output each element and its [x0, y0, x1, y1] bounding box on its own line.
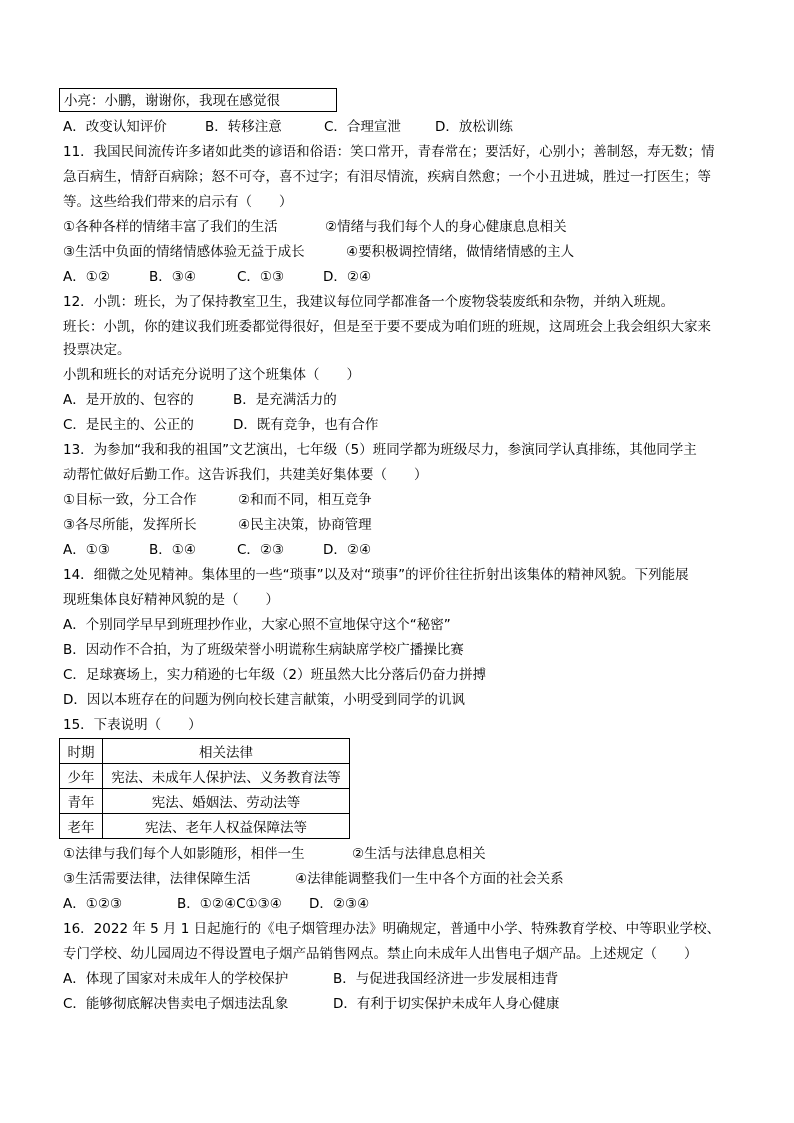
q13-item-2: ②和而不同，相互竞争: [238, 492, 372, 508]
option-a[interactable]: A．①③: [63, 542, 110, 558]
option-a[interactable]: A．改变认知评价: [63, 119, 167, 135]
q11-item-1: ①各种各样的情绪丰富了我们的生活: [63, 219, 278, 235]
dialogue-box: [59, 88, 337, 112]
option-b[interactable]: B．与促进我国经济进一步发展相违背: [333, 971, 559, 987]
table-row: [60, 789, 350, 814]
option-a[interactable]: A．体现了国家对未成年人的学校保护: [63, 971, 289, 987]
q12-stem-line-4: 小凯和班长的对话充分说明了这个班集体（ ）: [63, 367, 360, 383]
option-c[interactable]: C．②③: [237, 542, 285, 558]
q11-item-4: ④要积极调控情绪，做情绪情感的主人: [346, 244, 575, 260]
option-b[interactable]: B．转移注意: [205, 119, 282, 135]
table-cell: 宪法、老年人权益保障法等: [103, 814, 350, 839]
q13-stem-line-1: 13．为参加“我和我的祖国”文艺演出，七年级（5）班同学都为班级尽力，参演同学认真排练，其他同学主: [63, 442, 697, 458]
q15-item-3: ③生活需要法律，法律保障生活: [63, 871, 251, 887]
table-row: [60, 814, 350, 839]
q11-item-3: ③生活中负面的情绪情感体验无益于成长: [63, 244, 305, 260]
table-header-row: [60, 739, 350, 764]
q14-stem-line-2: 现班集体良好精神风貌的是（ ）: [63, 592, 279, 608]
option-c[interactable]: C．能够彻底解决售卖电子烟违法乱象: [63, 996, 289, 1012]
option-c[interactable]: C．①③: [237, 269, 285, 285]
option-d[interactable]: D．②④: [323, 542, 372, 558]
q15-item-2: ②生活与法律息息相关: [352, 846, 486, 862]
option-d[interactable]: D．②③④: [309, 896, 370, 912]
q15-item-1: ①法律与我们每个人如影随形，相伴一生: [63, 846, 305, 862]
table-header-cell: 时期: [60, 739, 103, 764]
q11-stem-line-3: 等。这些给我们带来的启示有（ ）: [63, 194, 293, 210]
q13-item-4: ④民主决策，协商管理: [238, 517, 372, 533]
option-b[interactable]: B．③④: [149, 269, 196, 285]
option-c[interactable]: C．足球赛场上，实力稍逊的七年级（2）班虽然大比分落后仍奋力拼搏: [63, 667, 487, 683]
option-d[interactable]: D．有利于切实保护未成年人身心健康: [333, 996, 560, 1012]
table-header-cell: 相关法律: [103, 739, 350, 764]
table-cell: 老年: [60, 814, 103, 839]
option-c[interactable]: C．合理宣泄: [324, 119, 401, 135]
q15-stem: 15．下表说明（ ）: [63, 717, 202, 733]
q11-stem-line-1: 11．我国民间流传许多诸如此类的谚语和俗语：笑口常开，青春常在；要活好，心别小；善制怒，寿无数；情: [63, 144, 715, 160]
option-a[interactable]: A．是开放的、包容的: [63, 392, 194, 408]
option-b[interactable]: B．因动作不合拍，为了班级荣誉小明谎称生病缺席学校广播操比赛: [63, 642, 464, 658]
option-d[interactable]: D．既有竞争，也有合作: [233, 417, 379, 433]
option-d[interactable]: D．因以本班存在的问题为例向校长建言献策，小明受到同学的讥讽: [63, 692, 465, 708]
q11-stem-line-2: 急百病生，情舒百病除；怒不可夺，喜不过字；有泪尽情流，疾病自然愈；一个小丑进城，胜过一打医生；等: [63, 169, 711, 185]
option-a[interactable]: A．①②③: [63, 896, 123, 912]
q12-stem-line-1: 12．小凯：班长，为了保持教室卫生，我建议每位同学都准备一个废物袋装废纸和杂物，并纳入班规。: [63, 294, 675, 310]
q13-stem-line-2: 动帮忙做好后勤工作。这告诉我们，共建美好集体要（ ）: [63, 467, 428, 483]
q15-item-4: ④法律能调整我们一生中各个方面的社会关系: [295, 871, 564, 887]
table-cell: 宪法、婚姻法、劳动法等: [103, 789, 350, 814]
table-cell: 少年: [60, 764, 103, 789]
q14-stem-line-1: 14．细微之处见精神。集体里的一些“琐事”以及对“琐事”的评价往往折射出该集体的精神风貌。下列能展: [63, 567, 689, 583]
option-c[interactable]: C．是民主的、公正的: [63, 417, 194, 433]
q12-stem-line-3: 投票决定。: [63, 342, 131, 358]
table-cell: 宪法、未成年人保护法、义务教育法等: [103, 764, 350, 789]
option-b[interactable]: B．是充满活力的: [233, 392, 337, 408]
law-table: [59, 738, 350, 839]
q16-stem-line-1: 16．2022 年 5 月 1 日起施行的《电子烟管理办法》明确规定，普通中小学、特殊教育学校、中等职业学校、: [63, 921, 721, 937]
option-d[interactable]: D．②④: [323, 269, 372, 285]
q13-item-1: ①目标一致，分工合作: [63, 492, 197, 508]
option-d[interactable]: D．放松训练: [435, 119, 513, 135]
option-b[interactable]: B．①②④C①③④: [177, 896, 282, 912]
table-row: [60, 764, 350, 789]
table-cell: 青年: [60, 789, 103, 814]
q12-stem-line-2: 班长：小凯，你的建议我们班委都觉得很好，但是至于要不要成为咱们班的班规，这周班会上我会组织大家来: [63, 319, 711, 335]
option-a[interactable]: A．①②: [63, 269, 110, 285]
q16-stem-line-2: 专门学校、幼儿园周边不得设置电子烟产品销售网点。禁止向未成年人出售电子烟产品。上述规定（ ）: [63, 946, 698, 962]
dialogue-text: 小亮：小鹏，谢谢你，我现在感觉很: [64, 93, 280, 109]
q13-item-3: ③各尽所能，发挥所长: [63, 517, 197, 533]
option-a[interactable]: A．个别同学早早到班理抄作业，大家心照不宣地保守这个“秘密”: [63, 617, 451, 633]
q11-item-2: ②情绪与我们每个人的身心健康息息相关: [325, 219, 567, 235]
option-b[interactable]: B．①④: [149, 542, 196, 558]
